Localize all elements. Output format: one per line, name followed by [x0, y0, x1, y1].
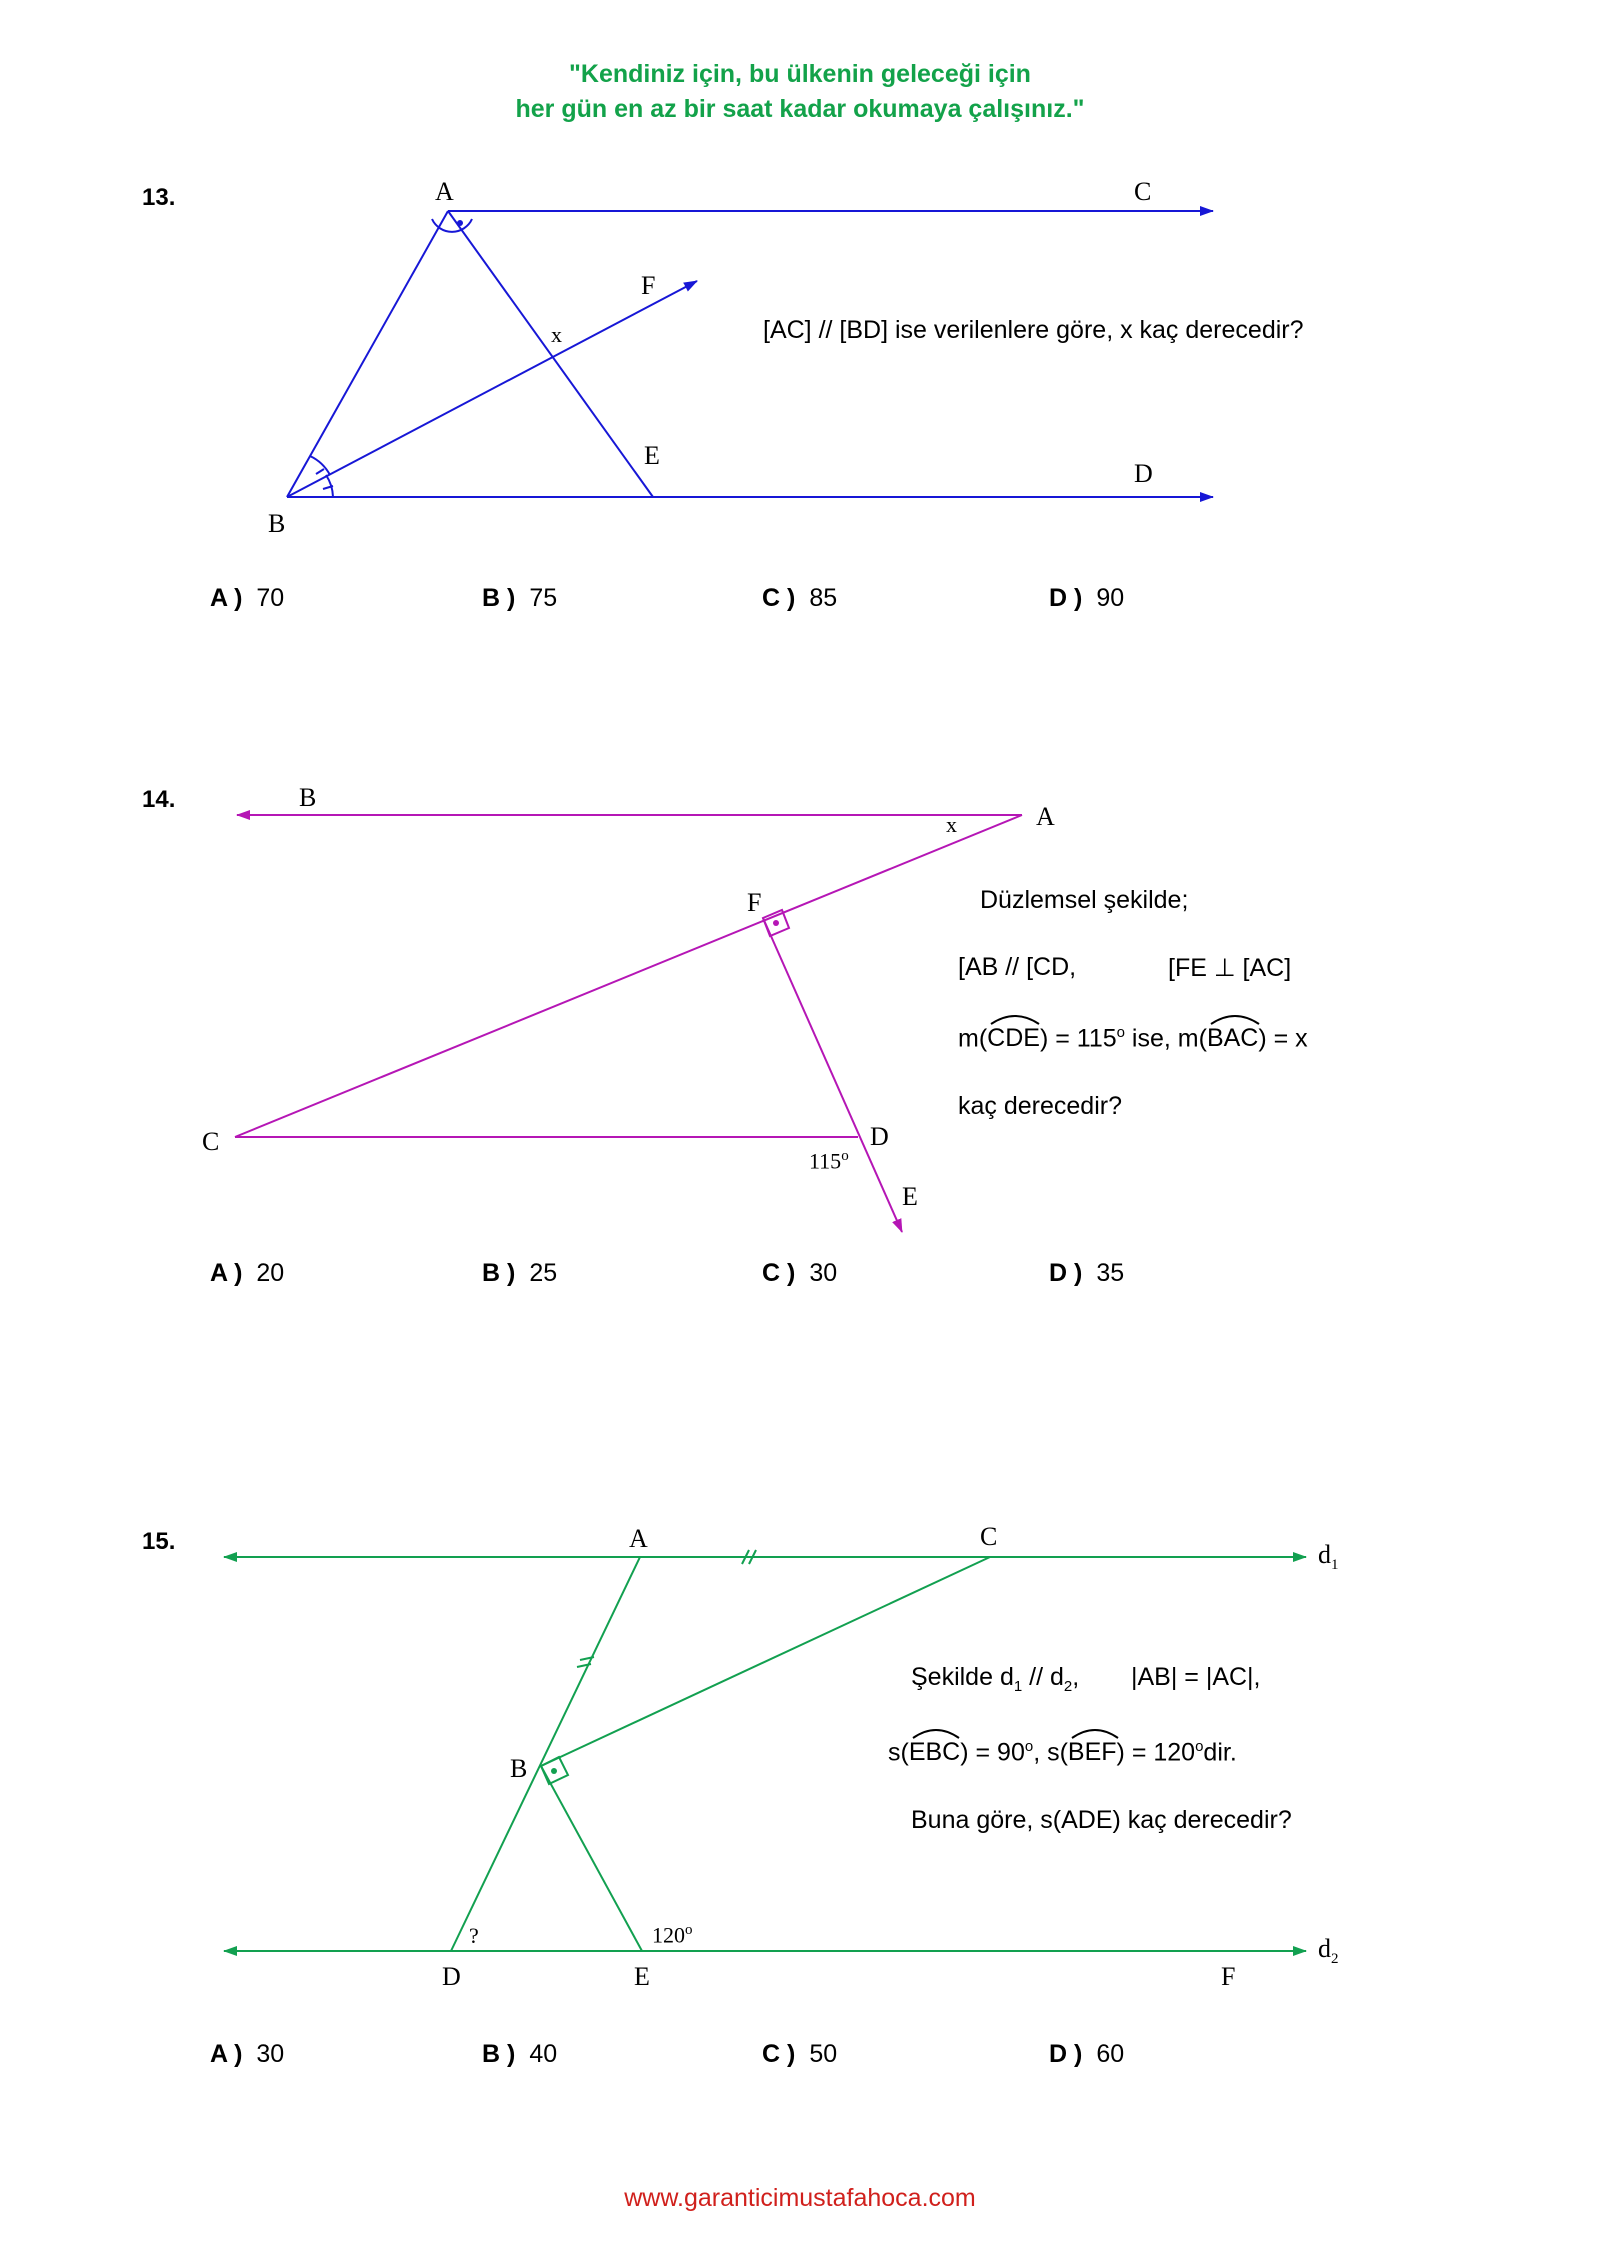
q13-option-a[interactable]	[210, 584, 284, 613]
q14-label-A: A	[1036, 802, 1055, 831]
q15-s2-ebc-text: EBC	[908, 1738, 961, 1767]
q15-option-d-value: 60	[1096, 2040, 1125, 2068]
q15-label-d1-text: d	[1318, 1540, 1331, 1569]
q15-s2-i: dir.	[1203, 1738, 1237, 1767]
q15-angle-label	[652, 1922, 693, 1948]
q13-label-E: E	[644, 441, 660, 470]
q15-label-B: B	[510, 1754, 528, 1783]
q15-s2-c: ) = 90	[960, 1738, 1025, 1767]
q13-option-c-value: 85	[809, 584, 838, 612]
q14-option-d[interactable]	[1049, 1259, 1124, 1288]
q15-s1-c: // d	[1022, 1663, 1064, 1691]
q14-statement-line-2b: [FE ⊥ [AC]	[1168, 954, 1292, 982]
q13-option-c-letter: C )	[762, 584, 796, 612]
q14-option-b-letter: B )	[482, 1259, 516, 1287]
q14-option-c-value: 30	[809, 1259, 838, 1287]
q15-label-d2	[1318, 1934, 1339, 1968]
q13-label-x: x	[551, 322, 562, 347]
q15-option-a-value: 30	[256, 2040, 285, 2068]
q13-option-a-letter: A )	[210, 584, 243, 612]
q13-label-C: C	[1134, 177, 1152, 206]
q13-label-B: B	[268, 509, 286, 538]
q15-option-b[interactable]	[482, 2040, 557, 2069]
q15-segment-BE	[541, 1766, 642, 1951]
q13-angle-B-tick-1	[316, 469, 324, 474]
q15-statement-line-1	[911, 1663, 1079, 1695]
q14-ray-FE	[763, 918, 902, 1232]
q14-right-angle-dot	[773, 920, 779, 926]
q15-s2-deg1: o	[1024, 1738, 1034, 1755]
header-quote-line-2: her gün en az bir saat kadar okumaya çalışınız."	[515, 95, 1085, 123]
q15-label-D: D	[442, 1962, 461, 1991]
q15-segment-AD	[451, 1557, 640, 1951]
q15-option-b-value: 40	[529, 2040, 558, 2068]
q13-option-d-letter: D )	[1049, 584, 1083, 612]
q14-arc-bac	[1209, 1012, 1261, 1026]
q15-s2-ebc	[909, 1738, 960, 1766]
q13-statement: [AC] // [BD] ise verilenlere göre, x kaç derecedir?	[763, 316, 1304, 344]
q14-s3-cde	[987, 1024, 1040, 1052]
q15-s2-bef	[1068, 1738, 1117, 1766]
q15-option-c-letter: C )	[762, 2040, 796, 2068]
q13-option-c[interactable]	[762, 584, 837, 613]
q15-number: 15.	[142, 1528, 176, 1555]
q13-angle-A-dot	[457, 220, 463, 226]
q14-number: 14.	[142, 786, 176, 813]
q14-angle-degree: o	[841, 1148, 849, 1164]
q14-option-b-value: 25	[529, 1259, 558, 1287]
footer-website-link[interactable]: www.garanticimustafahoca.com	[624, 2184, 976, 2212]
q14-s3-g: ) = x	[1258, 1024, 1308, 1053]
header-quote-line-1: "Kendiniz için, bu ülkenin geleceği için	[569, 60, 1031, 88]
q15-s2-e: , s(	[1033, 1738, 1068, 1767]
q14-option-a-letter: A )	[210, 1259, 243, 1287]
q14-figure	[235, 815, 1022, 1232]
q15-statement-line-1b: |AB| = |AC|,	[1131, 1663, 1261, 1691]
q15-s1-sub2: 2	[1063, 1678, 1073, 1695]
q15-angle-degree: o	[685, 1922, 693, 1938]
q15-label-question: ?	[469, 1923, 479, 1948]
q13-option-b[interactable]	[482, 584, 557, 613]
q13-label-D: D	[1134, 459, 1153, 488]
q14-statement-line-2a: [AB // [CD,	[958, 953, 1077, 981]
q15-option-d-letter: D )	[1049, 2040, 1083, 2068]
q13-option-d-value: 90	[1096, 584, 1125, 612]
q13-label-A: A	[435, 177, 454, 206]
q14-option-c[interactable]	[762, 1259, 837, 1288]
q15-label-C: C	[980, 1522, 998, 1551]
q14-s3-cde-text: CDE	[987, 1024, 1040, 1053]
q15-label-E: E	[634, 1962, 650, 1991]
q15-label-d2-text: d	[1318, 1934, 1331, 1963]
q14-statement-line-1: Düzlemsel şekilde;	[980, 886, 1189, 914]
q15-label-d2-sub: 2	[1331, 1951, 1339, 1968]
q15-statement-line-2	[888, 1738, 1237, 1767]
q14-s3-bac	[1207, 1024, 1258, 1052]
q14-statement-line-4: kaç derecedir?	[958, 1092, 1122, 1120]
q15-angle-value: 120	[652, 1922, 685, 1948]
q13-number: 13.	[142, 184, 176, 211]
q14-s3-e: ise, m(	[1124, 1024, 1207, 1053]
q14-option-a[interactable]	[210, 1259, 284, 1288]
q14-segment-AC	[235, 815, 1022, 1137]
q14-angle-value: 115	[809, 1148, 842, 1174]
q13-option-b-value: 75	[529, 584, 558, 612]
q15-s2-g: ) = 120	[1116, 1738, 1196, 1767]
q14-label-D: D	[870, 1122, 889, 1151]
q14-statement-line-3	[958, 1024, 1308, 1053]
q14-option-d-value: 35	[1096, 1259, 1125, 1287]
q15-label-F: F	[1221, 1962, 1236, 1991]
q15-label-A: A	[629, 1524, 648, 1553]
q14-option-d-letter: D )	[1049, 1259, 1083, 1287]
q15-option-c[interactable]	[762, 2040, 837, 2069]
q14-label-x: x	[946, 812, 957, 837]
q15-statement-line-3: Buna göre, s(ADE) kaç derecedir?	[911, 1806, 1292, 1834]
q15-arc-bef	[1070, 1726, 1120, 1740]
q15-s1-sub1: 1	[1013, 1678, 1023, 1695]
q15-label-d1-sub: 1	[1331, 1557, 1339, 1574]
q14-label-F: F	[747, 888, 762, 917]
q14-s3-a: m(	[958, 1024, 988, 1053]
q14-option-a-value: 20	[256, 1259, 285, 1287]
q14-option-b[interactable]	[482, 1259, 557, 1288]
q13-option-d[interactable]	[1049, 584, 1124, 613]
q13-option-a-value: 70	[256, 584, 285, 612]
q14-angle-label	[809, 1148, 849, 1174]
q15-option-a-letter: A )	[210, 2040, 243, 2068]
q13-option-b-letter: B )	[482, 584, 516, 612]
q14-s3-deg: o	[1116, 1024, 1125, 1041]
q13-figure	[287, 211, 1213, 497]
q14-arc-cde	[989, 1012, 1041, 1026]
q14-option-c-letter: C )	[762, 1259, 796, 1287]
q13-segment-AE	[448, 211, 656, 497]
q15-s1-e: ,	[1072, 1663, 1080, 1691]
q15-s2-a: s(	[888, 1738, 909, 1767]
q14-label-B: B	[299, 783, 317, 812]
q14-label-C: C	[202, 1127, 220, 1156]
q15-s1-a: Şekilde d	[911, 1663, 1014, 1691]
q13-label-F: F	[641, 271, 656, 300]
q15-arc-ebc	[911, 1726, 961, 1740]
q15-s2-deg2: o	[1195, 1738, 1204, 1755]
q14-s3-bac-text: BAC	[1206, 1024, 1259, 1053]
q15-option-a[interactable]	[210, 2040, 284, 2069]
q15-s2-bef-text: BEF	[1067, 1738, 1117, 1767]
q15-option-c-value: 50	[809, 2040, 838, 2068]
q14-label-E: E	[902, 1182, 918, 1211]
q15-option-b-letter: B )	[482, 2040, 516, 2068]
q15-label-d1	[1318, 1540, 1339, 1574]
q15-option-d[interactable]	[1049, 2040, 1124, 2069]
q15-right-angle-dot	[551, 1768, 557, 1774]
q14-s3-c: ) = 115	[1039, 1024, 1117, 1053]
